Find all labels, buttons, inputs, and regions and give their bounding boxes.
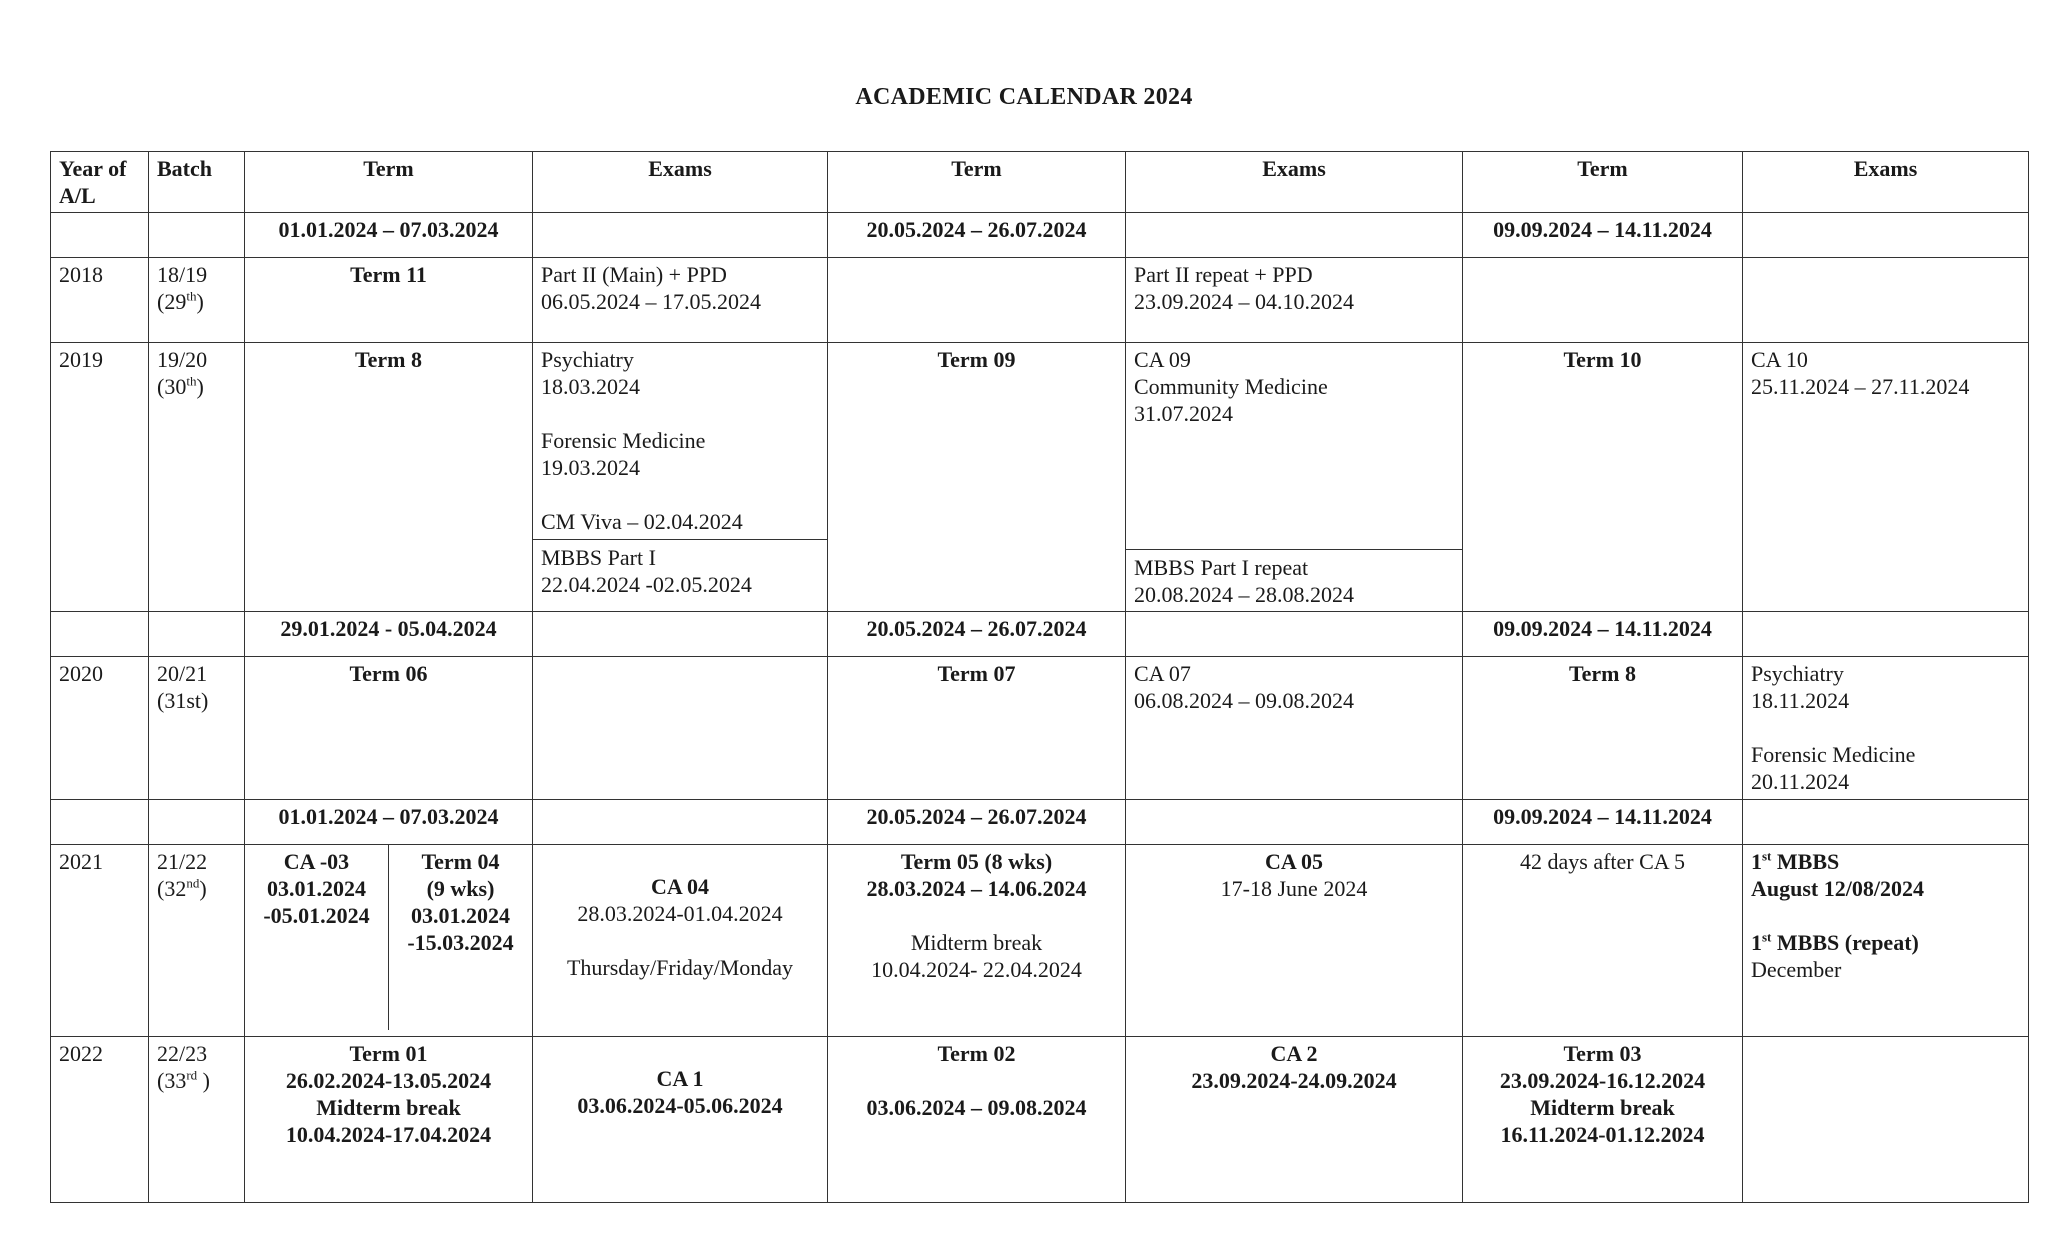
- header-term-2: Term: [828, 152, 1126, 213]
- academic-calendar-table: [50, 151, 2029, 1203]
- exams-cell: Psychiatry 18.03.2024 Forensic Medicine 19.03.2024 CM Viva – 02.04.2024 MBBS Part I 22.04.2024 -02.05.2024: [533, 343, 828, 612]
- ca-03-block: CA -03 03.01.2024 -05.01.2024: [245, 845, 389, 1030]
- table-row-2020: [51, 657, 2029, 800]
- term-cell: Term 06: [245, 657, 533, 800]
- exams-cell: CA 05 17-18 June 2024: [1126, 845, 1463, 1037]
- term-cell: Term 01 26.02.2024-13.05.2024 Midterm break 10.04.2024-17.04.2024: [245, 1037, 533, 1203]
- term-cell: Term 03 23.09.2024-16.12.2024 Midterm break 16.11.2024-01.12.2024: [1463, 1037, 1743, 1203]
- term-cell: Term 09: [828, 343, 1126, 612]
- exams-cell: 1st MBBS August 12/08/2024 1st MBBS (repeat) December: [1743, 845, 2029, 1037]
- exams-cell: CA 04 28.03.2024-01.04.2024 Thursday/Friday/Monday: [533, 845, 828, 1037]
- header-exams-1: Exams: [533, 152, 828, 213]
- term-cell: Term 8: [245, 343, 533, 612]
- term-dates: 29.01.2024 - 05.04.2024: [245, 612, 533, 657]
- header-term-1: Term: [245, 152, 533, 213]
- header-batch: Batch: [149, 152, 245, 213]
- table-row-2022: [51, 1037, 2029, 1203]
- term-dates-row: [51, 612, 2029, 657]
- term-cell: Term 8: [1463, 657, 1743, 800]
- year-cell: 2019: [51, 343, 149, 612]
- page-title: ACADEMIC CALENDAR 2024: [855, 84, 1193, 110]
- term-dates: 09.09.2024 – 14.11.2024: [1463, 800, 1743, 845]
- header-year: Year of A/L: [51, 152, 149, 213]
- exams-cell: Part II repeat + PPD 23.09.2024 – 04.10.2024: [1126, 258, 1463, 343]
- exams-cell: CA 09 Community Medicine 31.07.2024 MBBS Part I repeat 20.08.2024 – 28.08.2024: [1126, 343, 1463, 612]
- year-cell: 2020: [51, 657, 149, 800]
- exams-cell: CA 1 03.06.2024-05.06.2024: [533, 1037, 828, 1203]
- term-cell: Term 05 (8 wks) 28.03.2024 – 14.06.2024 Midterm break 10.04.2024- 22.04.2024: [828, 845, 1126, 1037]
- year-cell: 2021: [51, 845, 149, 1037]
- term-cell: Term 11: [245, 258, 533, 343]
- batch-cell: 20/21 (31st): [149, 657, 245, 800]
- exams-cell: Psychiatry 18.11.2024 Forensic Medicine 20.11.2024: [1743, 657, 2029, 800]
- year-cell: 2022: [51, 1037, 149, 1203]
- batch-cell: 22/23 (33rd ): [149, 1037, 245, 1203]
- table-row-2021: [51, 845, 2029, 1037]
- term-dates-row: [51, 213, 2029, 258]
- term-dates-row: [51, 800, 2029, 845]
- batch-cell: 19/20 (30th): [149, 343, 245, 612]
- exams-cell: Part II (Main) + PPD 06.05.2024 – 17.05.2024: [533, 258, 828, 343]
- term-cell-split: [245, 845, 533, 1037]
- term-dates: 20.05.2024 – 26.07.2024: [828, 800, 1126, 845]
- table-row-2018: [51, 258, 2029, 343]
- batch-cell: 21/22 (32nd): [149, 845, 245, 1037]
- exams-cell: CA 07 06.08.2024 – 09.08.2024: [1126, 657, 1463, 800]
- header-exams-2: Exams: [1126, 152, 1463, 213]
- exams-cell: CA 10 25.11.2024 – 27.11.2024: [1743, 343, 2029, 612]
- term-dates: 09.09.2024 – 14.11.2024: [1463, 612, 1743, 657]
- term-cell: Term 10: [1463, 343, 1743, 612]
- header-row: [51, 152, 2029, 213]
- header-term-3: Term: [1463, 152, 1743, 213]
- year-cell: 2018: [51, 258, 149, 343]
- header-exams-3: Exams: [1743, 152, 2029, 213]
- term-dates: 01.01.2024 – 07.03.2024: [245, 213, 533, 258]
- batch-cell: 18/19 (29th): [149, 258, 245, 343]
- term-04-block: Term 04 (9 wks) 03.01.2024 -15.03.2024: [407, 849, 514, 955]
- table-row-2019: [51, 343, 2029, 612]
- term-cell: Term 02 03.06.2024 – 09.08.2024: [828, 1037, 1126, 1203]
- term-dates: 20.05.2024 – 26.07.2024: [828, 213, 1126, 258]
- term-dates: 01.01.2024 – 07.03.2024: [245, 800, 533, 845]
- exams-cell: CA 2 23.09.2024-24.09.2024: [1126, 1037, 1463, 1203]
- term-cell: 42 days after CA 5: [1463, 845, 1743, 1037]
- term-dates: 20.05.2024 – 26.07.2024: [828, 612, 1126, 657]
- term-cell: Term 07: [828, 657, 1126, 800]
- term-dates: 09.09.2024 – 14.11.2024: [1463, 213, 1743, 258]
